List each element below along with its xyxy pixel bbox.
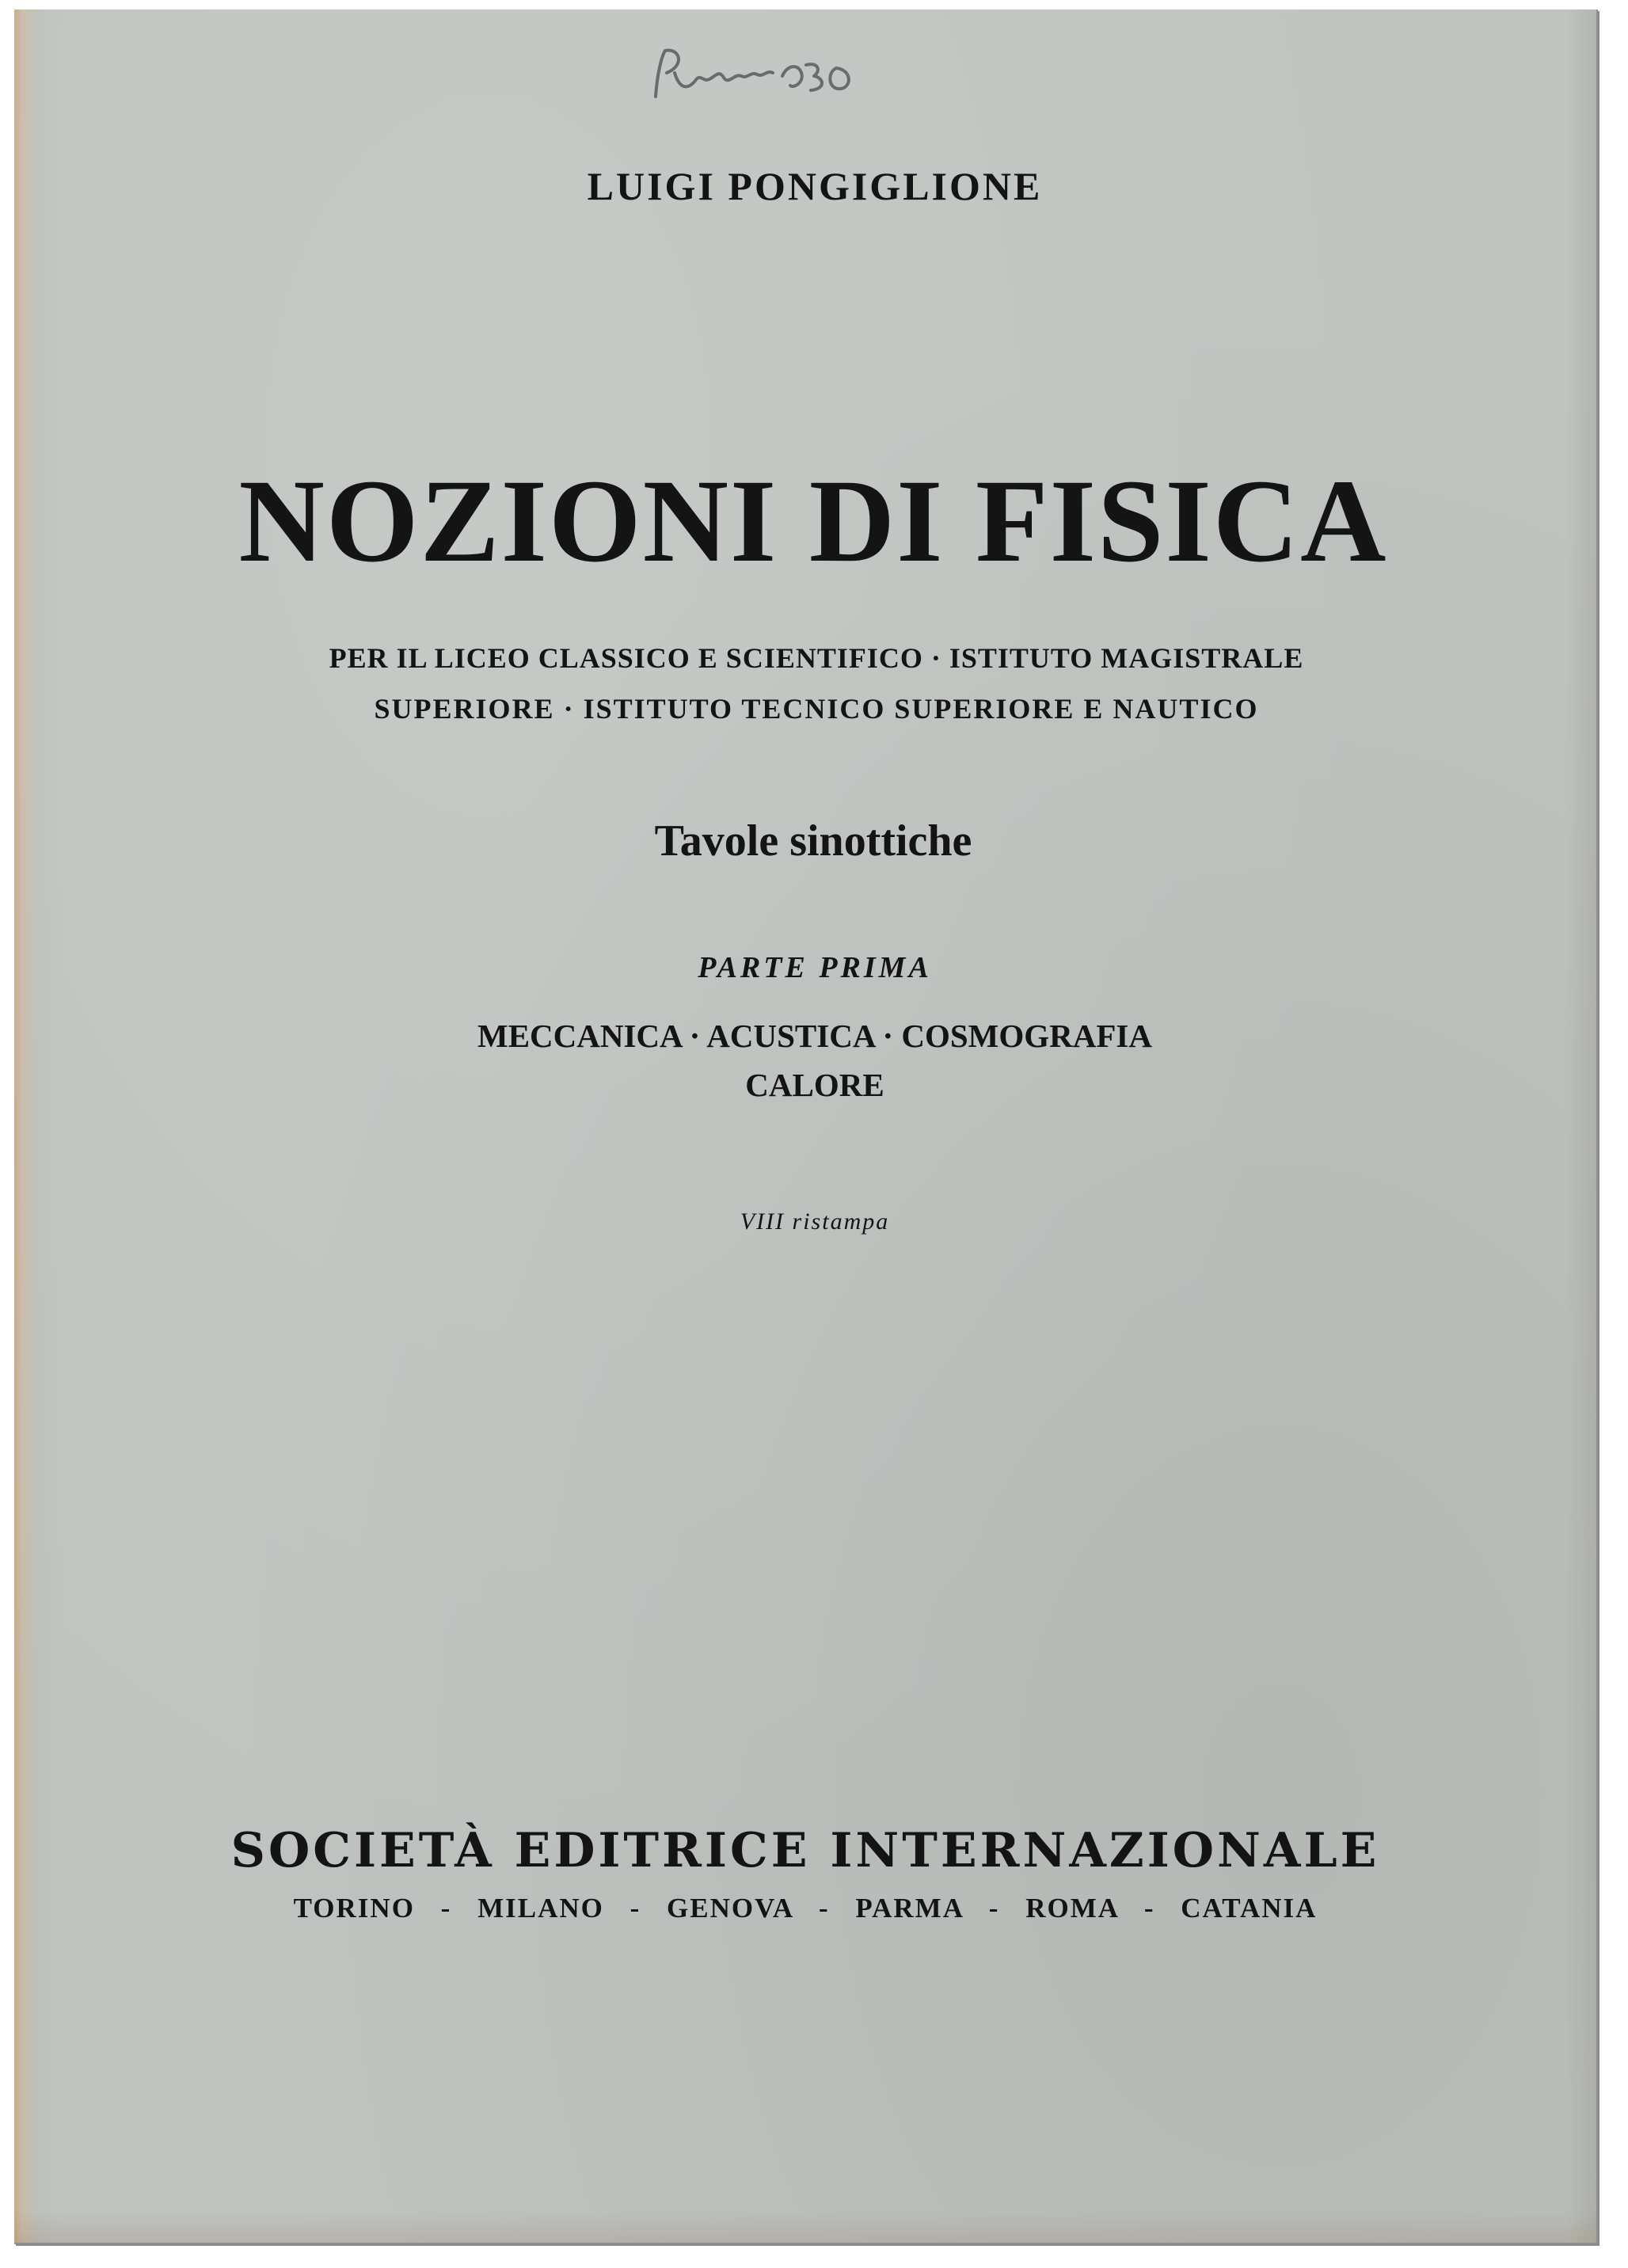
book-cover xyxy=(14,10,1598,2244)
author-name: LUIGI PONGIGLIONE xyxy=(587,164,1043,208)
subtitle-line-1: PER IL LICEO CLASSICO E SCIENTIFICO · ISTITUTO MAGISTRALE xyxy=(329,642,1304,674)
topics-line-2: CALORE xyxy=(745,1067,884,1103)
subtitle-line-2: SUPERIORE · ISTITUTO TECNICO SUPERIORE E NAUTICO xyxy=(374,693,1259,725)
series-title: Tavole sinottiche xyxy=(654,816,972,866)
publisher-name: SOCIETÀ EDITRICE INTERNAZIONALE xyxy=(230,1823,1380,1878)
publisher-cities: TORINO - MILANO - GENOVA - PARMA - ROMA - CATANIA xyxy=(293,1893,1318,1924)
topics-line-1: MECCANICA · ACUSTICA · COSMOGRAFIA xyxy=(477,1018,1152,1054)
handwritten-price-note xyxy=(648,41,877,112)
book-title: NOZIONI DI FISICA xyxy=(238,455,1388,587)
reprint-label: VIII ristampa xyxy=(740,1208,890,1235)
part-label: PARTE PRIMA xyxy=(698,951,932,984)
worn-edge-bottom xyxy=(14,2211,1596,2243)
